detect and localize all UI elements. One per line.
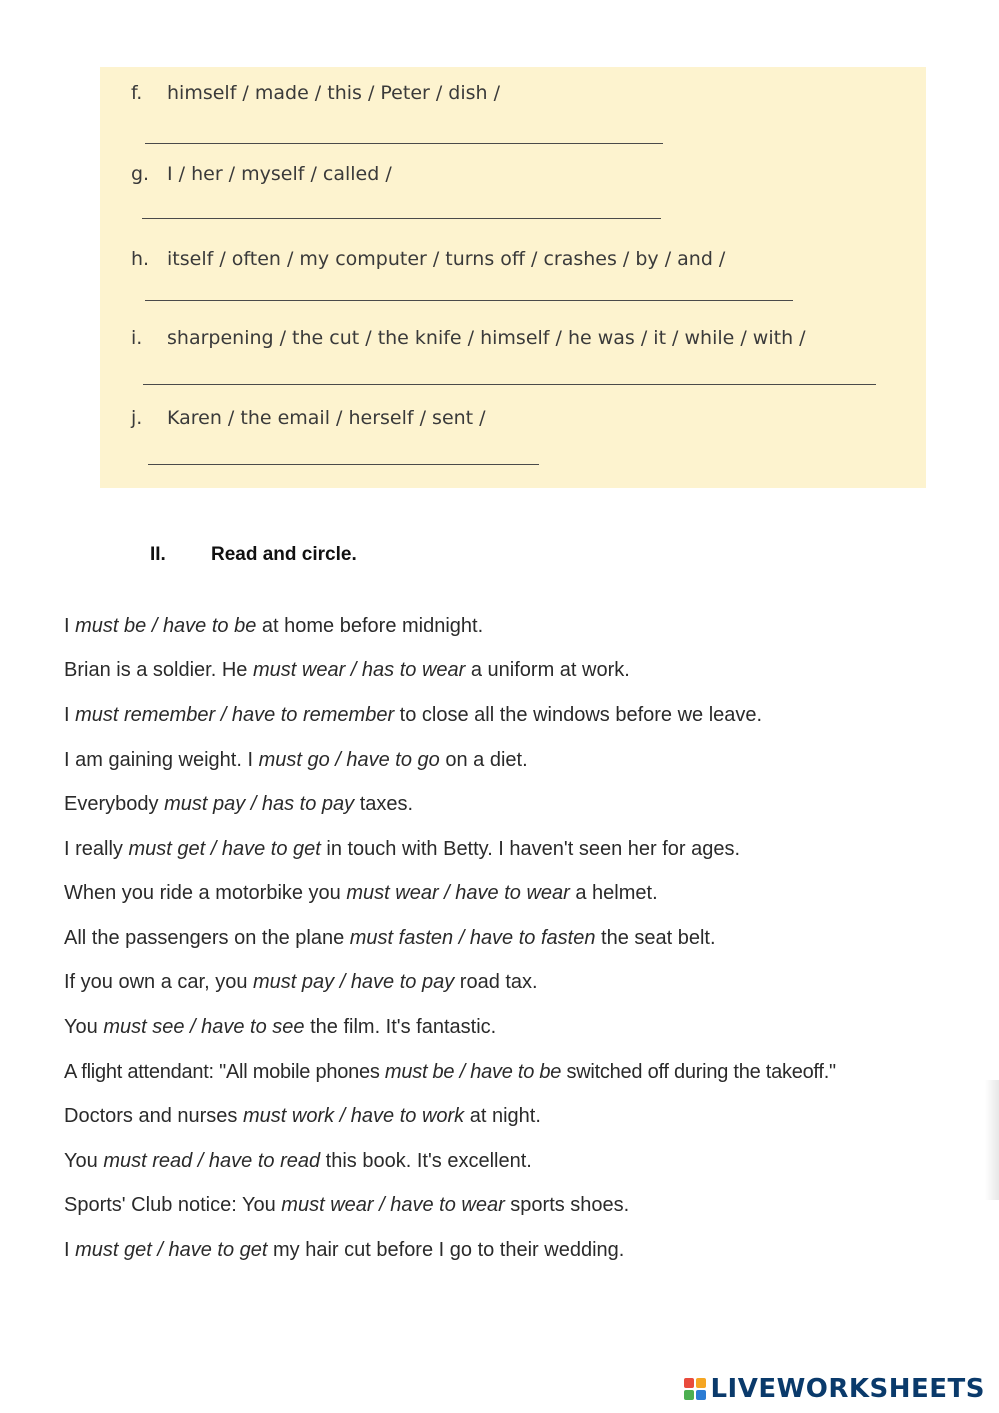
sentence-14 xyxy=(64,1194,629,1217)
sentence-text: road tax. xyxy=(454,971,538,993)
sentence-text: a uniform at work. xyxy=(465,659,630,681)
sentence-text: I am gaining weight. I xyxy=(64,749,259,771)
item-letter: h. xyxy=(131,248,150,270)
sentence-4 xyxy=(64,749,528,772)
sentence-options[interactable]: must remember / have to remember xyxy=(75,704,395,726)
item-words: I / her / myself / called / xyxy=(167,163,392,185)
sentence-text: You xyxy=(64,1150,104,1172)
sentence-12 xyxy=(64,1105,541,1128)
sentence-text: A flight attendant: "All mobile phones xyxy=(64,1061,385,1083)
sentence-text: this book. It's excellent. xyxy=(320,1150,532,1172)
item-letter: g. xyxy=(131,163,150,185)
logo-square-green xyxy=(684,1390,694,1400)
sentence-options[interactable]: must work / have to work xyxy=(242,1105,465,1127)
sentence-2 xyxy=(64,659,630,682)
sentence-9 xyxy=(64,971,538,994)
sentence-text: on a diet. xyxy=(439,749,528,771)
logo-square-orange xyxy=(696,1378,706,1388)
sentence-1 xyxy=(64,615,483,638)
exercise-item-h xyxy=(131,248,725,270)
sentence-text: All the passengers on the plane xyxy=(64,927,350,949)
sentence-5 xyxy=(64,793,413,816)
answer-line-h[interactable] xyxy=(145,300,793,301)
sentence-text: in touch with Betty. I haven't seen her for ages. xyxy=(320,838,741,860)
liveworksheets-icon xyxy=(684,1378,706,1400)
sentence-options[interactable]: must get / have to get xyxy=(128,838,321,860)
sentence-options[interactable]: must see / have to see xyxy=(103,1016,305,1038)
sentence-text: at night. xyxy=(464,1105,541,1127)
sentence-15 xyxy=(64,1239,624,1262)
answer-line-f[interactable] xyxy=(145,143,663,144)
sentence-text: I xyxy=(64,1239,76,1261)
sentence-options[interactable]: must wear / have to wear xyxy=(346,882,570,904)
sentence-text: Sports' Club notice: You xyxy=(64,1194,282,1216)
sentence-options[interactable]: must wear / have to wear xyxy=(281,1194,505,1216)
item-words: Karen / the email / herself / sent / xyxy=(167,407,486,429)
sentence-options[interactable]: must get / have to get xyxy=(75,1239,268,1261)
item-letter: j. xyxy=(131,407,143,429)
logo-text: LIVEWORKSHEETS xyxy=(710,1374,985,1404)
sentence-3 xyxy=(64,704,762,727)
item-words: itself / often / my computer / turns off / crashes / by / and / xyxy=(167,248,726,270)
sentence-options[interactable]: must fasten / have to fasten xyxy=(349,927,596,949)
sentence-options[interactable]: must wear / has to wear xyxy=(252,659,466,681)
answer-line-j[interactable] xyxy=(148,464,539,465)
sentence-text: the film. It's fantastic. xyxy=(304,1016,497,1038)
section-numeral: II. xyxy=(150,544,166,565)
sentence-text: the seat belt. xyxy=(595,927,716,949)
item-words: himself / made / this / Peter / dish / xyxy=(167,82,501,104)
logo-square-blue xyxy=(696,1390,706,1400)
sentence-text: to close all the windows before we leave. xyxy=(394,704,763,726)
sentence-options[interactable]: must pay / has to pay xyxy=(164,793,355,815)
sentence-text: You xyxy=(64,1016,104,1038)
exercise-item-g xyxy=(131,163,392,185)
answer-line-g[interactable] xyxy=(142,218,661,219)
exercise-item-j xyxy=(131,407,486,429)
sentence-6 xyxy=(64,838,740,861)
item-letter: i. xyxy=(131,327,143,349)
sentence-options[interactable]: must pay / have to pay xyxy=(253,971,455,993)
sentence-7 xyxy=(64,882,658,905)
exercise-item-i xyxy=(131,327,806,349)
sentence-text: Doctors and nurses xyxy=(64,1105,243,1127)
sentence-options[interactable]: must be / have to be xyxy=(384,1061,562,1083)
sentence-text: switched off during the takeoff." xyxy=(561,1061,836,1083)
sentence-10 xyxy=(64,1016,496,1039)
sentence-text: Brian is a soldier. He xyxy=(64,659,253,681)
sentence-text: When you ride a motorbike you xyxy=(64,882,347,904)
sentence-text: I really xyxy=(64,838,129,860)
sentence-text: Everybody xyxy=(64,793,165,815)
sentence-text: my hair cut before I go to their wedding. xyxy=(267,1239,625,1261)
sentence-text: If you own a car, you xyxy=(64,971,253,993)
sentence-options[interactable]: must be / have to be xyxy=(75,615,257,637)
logo-square-red xyxy=(684,1378,694,1388)
sentence-text: I xyxy=(64,615,76,637)
exercise-item-f xyxy=(131,82,500,104)
answer-line-i[interactable] xyxy=(143,384,876,385)
sentence-text: a helmet. xyxy=(569,882,658,904)
item-letter: f. xyxy=(131,82,143,104)
liveworksheets-logo xyxy=(684,1374,985,1404)
sentence-text: taxes. xyxy=(354,793,414,815)
sentence-options[interactable]: must read / have to read xyxy=(103,1150,321,1172)
sentence-options[interactable]: must go / have to go xyxy=(258,749,440,771)
sentence-11 xyxy=(64,1061,836,1084)
sentence-text: I xyxy=(64,704,76,726)
sentence-8 xyxy=(64,927,716,950)
section-two-heading xyxy=(150,544,357,566)
page-edge-shadow xyxy=(985,1080,999,1200)
sentence-13 xyxy=(64,1150,532,1173)
sentence-text: at home before midnight. xyxy=(256,615,484,637)
section-title: Read and circle. xyxy=(211,544,357,565)
sentence-text: sports shoes. xyxy=(504,1194,630,1216)
item-words: sharpening / the cut / the knife / himself / he was / it / while / with / xyxy=(167,327,806,349)
